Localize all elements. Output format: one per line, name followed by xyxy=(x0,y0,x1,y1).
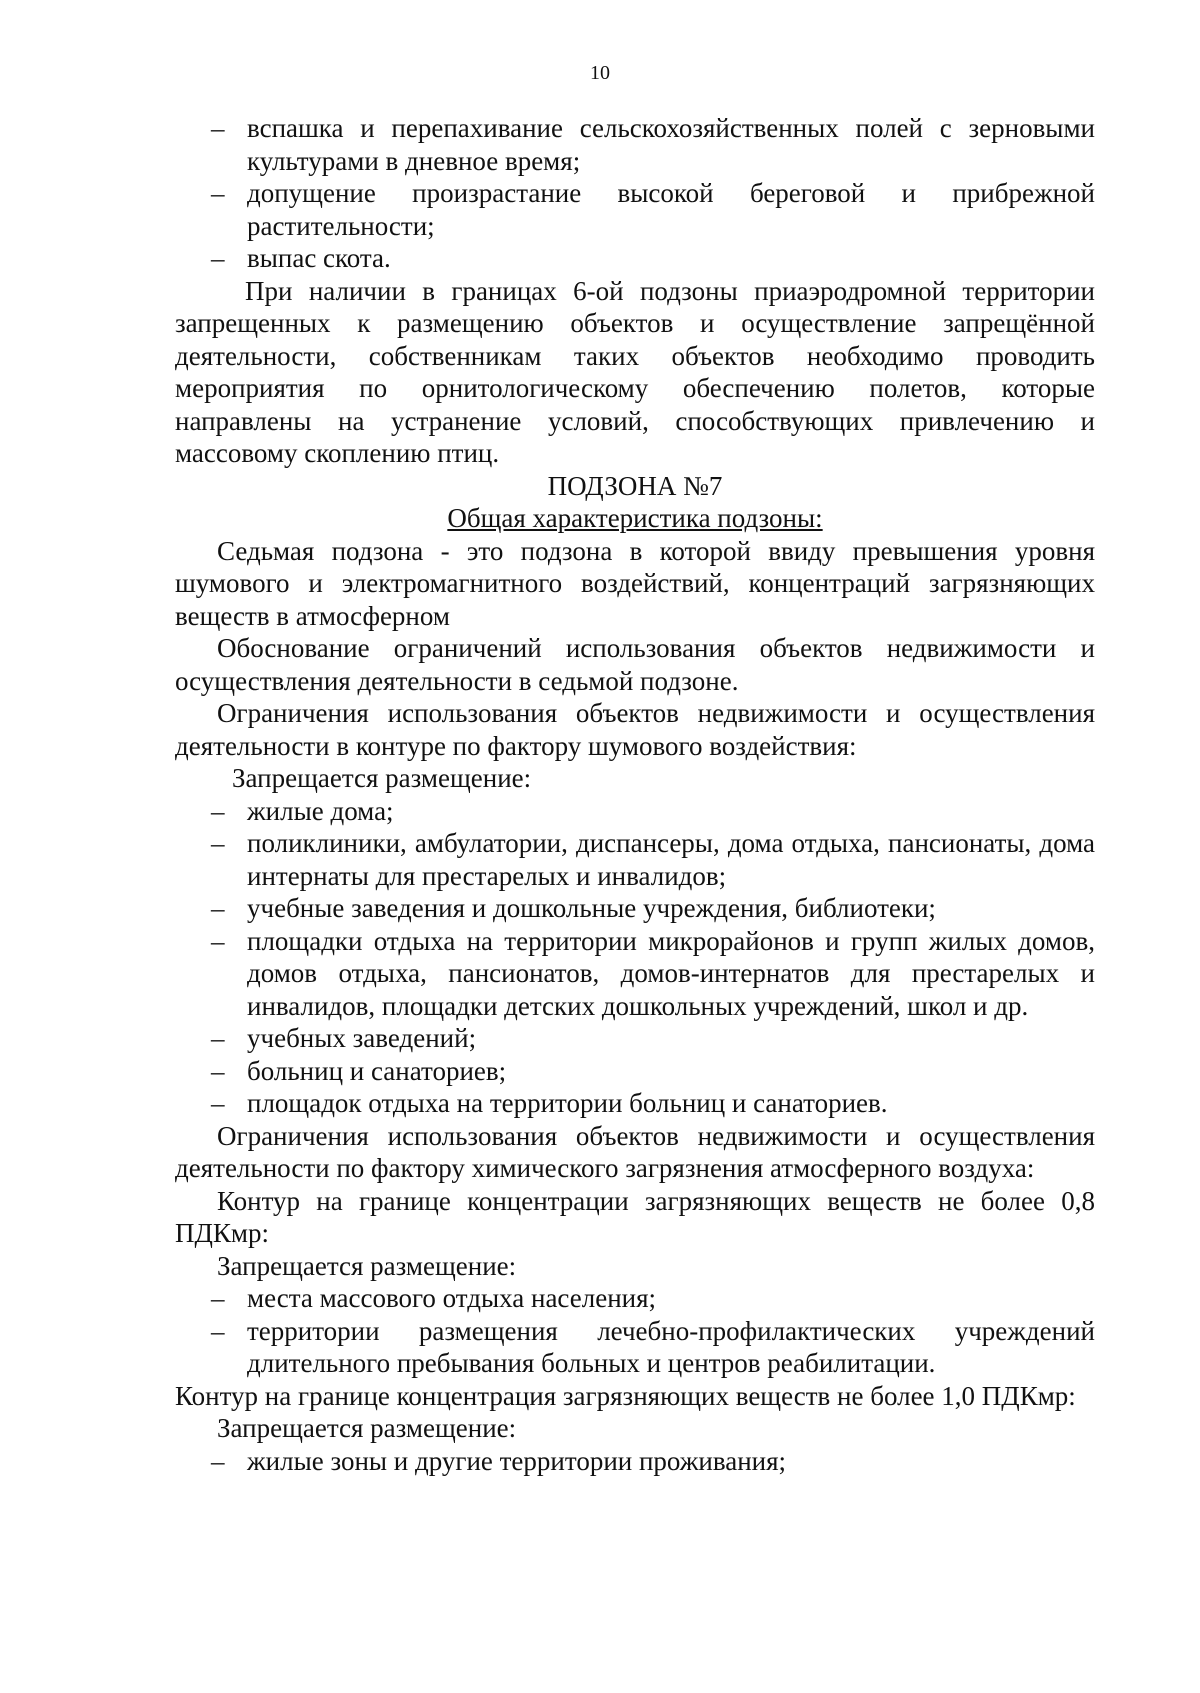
list-item-text: жилые дома; xyxy=(247,795,394,826)
paragraph-chemical-restrictions: Ограничения использования объектов недвижимости и осуществления деятельности по фактору химического загрязнения атмосферного воздуха: xyxy=(175,1120,1095,1183)
prohibited-label: Запрещается размещение: xyxy=(232,763,532,793)
list-item-text: места массового отдыха населения; xyxy=(247,1283,657,1313)
list-item xyxy=(175,1315,1095,1380)
list-item xyxy=(175,112,1095,177)
list-item xyxy=(175,242,1095,275)
list-dash: – xyxy=(211,243,225,273)
page-number: 10 xyxy=(590,62,610,84)
list-dash: – xyxy=(211,828,225,858)
list-item xyxy=(175,177,1095,242)
paragraph-contour-1-0: Контур на границе концентрация загрязняющих веществ не более 1,0 ПДКмр: xyxy=(175,1380,1076,1411)
list-dash: – xyxy=(211,1023,225,1053)
list-item-text: территории размещения лечебно-профилактических учреждений длительного пребывания больных и центров реабилитации. xyxy=(247,1315,1095,1378)
list-item-text: площадки отдыха на территории микрорайонов и групп жилых домов, домов отдыха, пансионатов, домов-интернатов для престарелых и инвалидов, площадки детских дошкольных учреждений, школ и др. xyxy=(247,925,1095,1021)
list-dash: – xyxy=(211,1315,225,1346)
list-item xyxy=(175,1282,1095,1315)
list-dash: – xyxy=(211,1445,225,1476)
list-item xyxy=(175,925,1095,1023)
list-dash: – xyxy=(211,893,225,923)
list-item xyxy=(175,1022,1095,1055)
paragraph-justification: Обоснование ограничений использования объектов недвижимости и осуществления деятельности в седьмой подзоне. xyxy=(175,633,1095,696)
paragraph-subzone-6: При наличии в границах 6-ой подзоны приаэродромной территории запрещенных к размещению объектов и осуществление запрещённой деятельности, собственникам таких объектов необходимо проводить мероприятия по орнитологическому обеспечению полетов, которые направлены на устранение условий, способствующих привлечению и массовому скоплению птиц. xyxy=(175,275,1095,468)
list-item-text: вспашка и перепахивание сельскохозяйственных полей с зерновыми культурами в дневное время; xyxy=(247,113,1095,176)
list-dash: – xyxy=(211,795,225,826)
list-item xyxy=(175,1055,1095,1088)
list-item xyxy=(175,1445,1095,1478)
list-item-text: допущение произрастание высокой береговой и прибрежной растительности; xyxy=(247,178,1095,241)
list-item-text: выпас скота. xyxy=(247,243,391,273)
prohibited-label: Запрещается размещение: xyxy=(217,1250,517,1281)
list-item xyxy=(175,795,1095,828)
section-heading: ПОДЗОНА №7 xyxy=(547,470,723,501)
list-item-text: учебных заведений; xyxy=(247,1023,477,1053)
paragraph-contour-0-8: Контур на границе концентрации загрязняющих веществ не более 0,8 ПДКмр: xyxy=(175,1185,1095,1248)
list-item xyxy=(175,892,1095,925)
list-dash: – xyxy=(211,1088,225,1118)
list-item-text: поликлиники, амбулатории, диспансеры, дома отдыха, пансионаты, дома интернаты для престарелых и инвалидов; xyxy=(247,828,1095,891)
list-dash: – xyxy=(211,925,225,956)
prohibited-label: Запрещается размещение: xyxy=(217,1413,517,1443)
section-subheading: Общая характеристика подзоны: xyxy=(447,503,823,533)
paragraph-definition: Седьмая подзона - это подзона в которой ввиду превышения уровня шумового и электромагнитного воздействий, концентраций загрязняющих веществ в атмосферном xyxy=(175,535,1095,631)
list-item xyxy=(175,1087,1095,1120)
list-dash: – xyxy=(211,113,225,143)
list-item-text: площадок отдыха на территории больниц и санаториев. xyxy=(247,1088,888,1118)
list-dash: – xyxy=(211,1055,225,1086)
list-item-text: учебные заведения и дошкольные учреждения, библиотеки; xyxy=(247,893,936,923)
list-dash: – xyxy=(211,178,225,208)
list-item-text: больниц и санаториев; xyxy=(247,1055,507,1086)
paragraph-noise-restrictions: Ограничения использования объектов недвижимости и осуществления деятельности в контуре по фактору шумового воздействия: xyxy=(175,698,1095,761)
document-body xyxy=(175,112,1095,1477)
list-item xyxy=(175,827,1095,892)
list-item-text: жилые зоны и другие территории проживания; xyxy=(247,1445,787,1476)
list-dash: – xyxy=(211,1283,225,1313)
